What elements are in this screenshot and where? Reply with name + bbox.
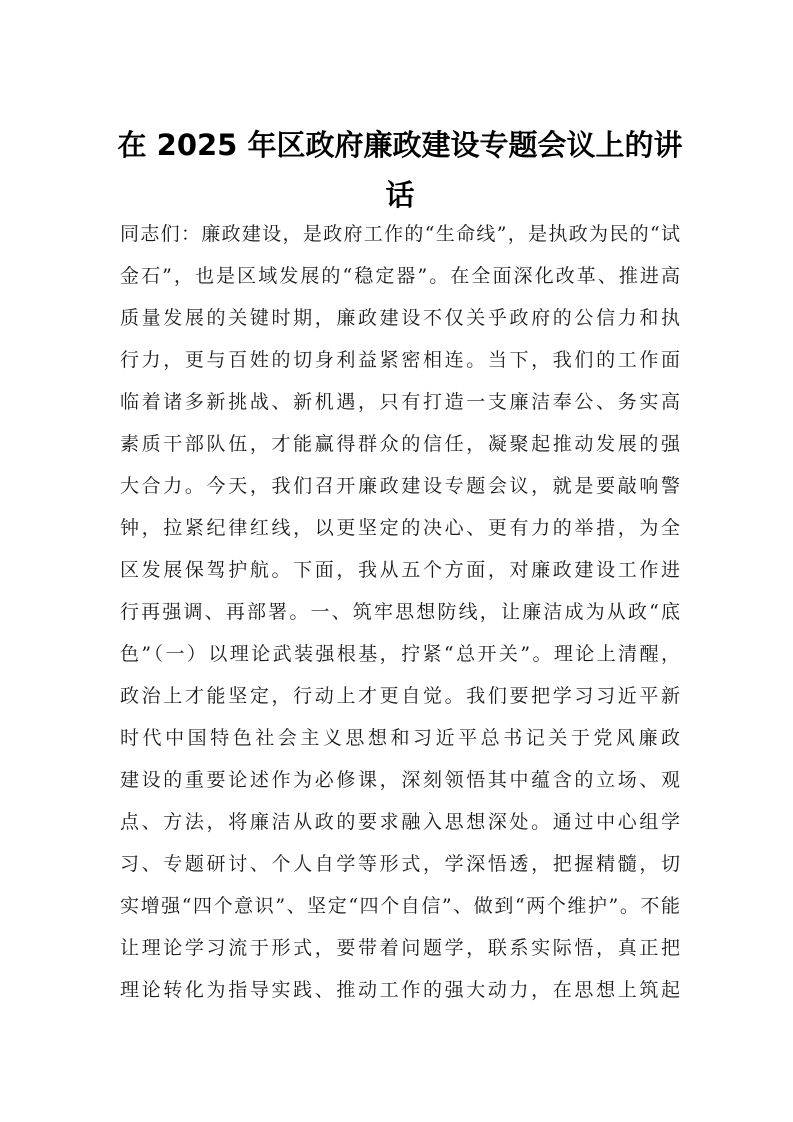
body-line: 临着诸多新挑战、新机遇，只有打造一支廉洁奉公、务实高 [120,391,680,413]
body-line: 金石”，也是区域发展的“稳定器”。在全面深化改革、推进高 [120,265,680,287]
body-line: 素质干部队伍，才能赢得群众的信任，凝聚起推动发展的强 [120,433,680,455]
body-line: 点、方法，将廉洁从政的要求融入思想深处。通过中心组学 [120,811,680,833]
body-line: 行再强调、再部署。一、筑牢思想防线，让廉洁成为从政“底 [120,601,680,623]
body-line: 理论转化为指导实践、推动工作的强大动力，在思想上筑起 [120,979,680,1001]
body-line: 建设的重要论述作为必修课，深刻领悟其中蕴含的立场、观 [120,769,680,791]
body-line: 让理论学习流于形式，要带着问题学，联系实际悟，真正把 [120,937,680,959]
body-line: 大合力。今天，我们召开廉政建设专题会议，就是要敲响警 [120,475,680,497]
document-title [100,120,700,220]
body-line: 同志们：廉政建设，是政府工作的“生命线”，是执政为民的“试 [120,223,680,245]
body-line: 钟，拉紧纪律红线，以更坚定的决心、更有力的举措，为全 [120,517,680,539]
body-line: 时代中国特色社会主义思想和习近平总书记关于党风廉政 [120,727,680,749]
body-line: 区发展保驾护航。下面，我从五个方面，对廉政建设工作进 [120,559,680,581]
body-line: 实增强“四个意识”、坚定“四个自信”、做到“两个维护”。不能 [120,895,680,917]
body-line: 行力，更与百姓的切身利益紧密相连。当下，我们的工作面 [120,349,680,371]
body-line: 质量发展的关键时期，廉政建设不仅关乎政府的公信力和执 [120,307,680,329]
document-body [120,213,680,1011]
body-line: 色”（一）以理论武装强根基，拧紧“总开关”。理论上清醒， [120,643,680,665]
title-line: 话 [385,178,415,212]
title-line: 在 2025 年区政府廉政建设专题会议上的讲 [117,128,683,162]
body-line: 习、专题研讨、个人自学等形式，学深悟透，把握精髓，切 [120,853,680,875]
body-line: 政治上才能坚定，行动上才更自觉。我们要把学习习近平新 [120,685,680,707]
